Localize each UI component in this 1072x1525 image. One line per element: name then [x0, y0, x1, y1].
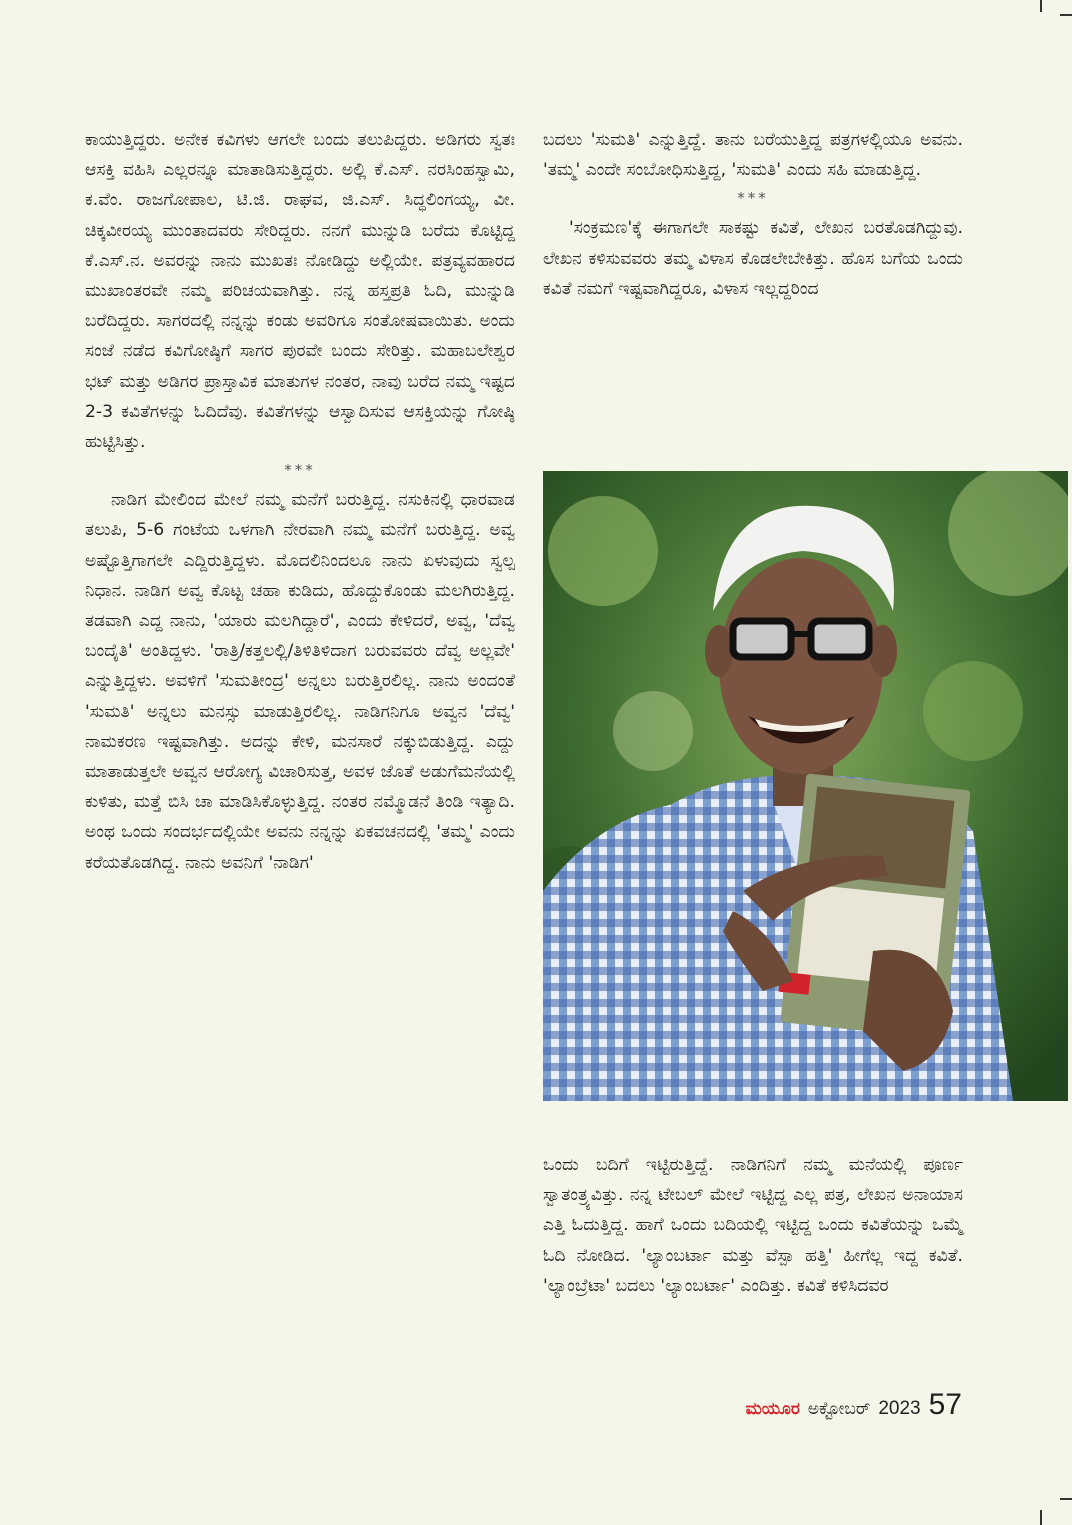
crop-mark-bottom — [1040, 1510, 1042, 1525]
paragraph: ನಾಡಿಗ ಮೇಲಿಂದ ಮೇಲೆ ನಮ್ಮ ಮನೆಗೆ ಬರುತ್ತಿದ್ದ. ನಸುಕಿನಲ್ಲಿ ಧಾರವಾಡ ತಲುಪಿ, 5-6 ಗಂಟೆಯ ಒಳಗಾಗಿ ನೇರವಾಗಿ ನಮ್ಮ ಮನೆಗೆ ಬರುತ್ತಿದ್ದ. ಅವ್ವ ಅಷ್ಟೊತ್ತಿಗಾಗಲೇ ಎದ್ದಿರುತ್ತಿದ್ದಳು. ಮೊದಲಿನಿಂದಲೂ ನಾನು ಏಳುವುದು ಸ್ವಲ್ಪ ನಿಧಾನ. ನಾಡಿಗ ಅವ್ವ ಕೊಟ್ಟ ಚಹಾ ಕುಡಿದು, ಹೊದ್ದುಕೊಂಡು ಮಲಗಿರುತ್ತಿದ್ದ. ತಡವಾಗಿ ಎದ್ದ ನಾನು, 'ಯಾರು ಮಲಗಿದ್ದಾರೆ', ಎಂದು ಕೇಳಿದರೆ, ಅವ್ವ, 'ದೆವ್ವ ಬಂದೈತಿ' ಅಂತಿದ್ದಳು. 'ರಾತ್ರಿ/ಕತ್ತಲಲ್ಲಿ/ತಿಳಿತಿಳಿದಾಗ ಬರುವವರು ದೆವ್ವ ಅಲ್ಲವೇ' ಎನ್ನುತ್ತಿದ್ದಳು. ಅವಳಿಗೆ 'ಸುಮತೀಂದ್ರ' ಅನ್ನಲು ಬರುತ್ತಿರಲಿಲ್ಲ. ನಾನು ಅಂದಂತೆ 'ಸುಮತಿ' ಅನ್ನಲು ಮನಸ್ಸು ಮಾಡುತ್ತಿರಲಿಲ್ಲ. ನಾಡಿಗನಿಗೂ ಅವ್ವನ 'ದೆವ್ವ' ನಾಮಕರಣ ಇಷ್ಟವಾಗಿತ್ತು. ಅದನ್ನು ಕೇಳಿ, ಮನಸಾರೆ ನಕ್ಕುಬಿಡುತ್ತಿದ್ದ. ಎದ್ದು ಮಾತಾಡುತ್ತಲೇ ಅವ್ವನ ಆರೋಗ್ಯ ವಿಚಾರಿಸುತ್ತ, ಅವಳ ಜೊತೆ ಅಡುಗೆಮನೆಯಲ್ಲಿ ಕುಳಿತು, ಮತ್ತೆ ಬಿಸಿ ಚಾ ಮಾಡಿಸಿಕೊಳ್ಳುತ್ತಿದ್ದ. ನಂತರ ನಮ್ಮೊಡನೆ ತಿಂಡಿ ಇತ್ಯಾದಿ. ಅಂಥ ಒಂದು ಸಂದರ್ಭದಲ್ಲಿಯೇ ಅವನು ನನ್ನನ್ನು ಏಕವಚನದಲ್ಲಿ 'ತಮ್ಮ' ಎಂದು ಕರೆಯತೊಡಗಿದ್ದ. ನಾನು ಅವನಿಗೆ 'ನಾಡಿಗ' — [85, 490, 515, 873]
page-number: 57 — [928, 1388, 962, 1421]
paragraph: 'ಸಂಕ್ರಮಣ'ಕ್ಕೆ ಈಗಾಗಲೇ ಸಾಕಷ್ಟು ಕವಿತೆ, ಲೇಖನ ಬರತೊಡಗಿದ್ದುವು. ಲೇಖನ ಕಳಿಸುವವರು ತಮ್ಮ ವಿಳಾಸ ಕೊಡಲೇಬೇಕಿತ್ತು. ಹೊಸ ಬಗೆಯ ಒಂದು ಕವಿತೆ ನಮಗೆ ಇಷ್ಟವಾಗಿದ್ದರೂ, ವಿಳಾಸ ಇಲ್ಲದ್ದರಿಂದ — [543, 218, 963, 299]
author-photo — [543, 471, 1068, 1101]
page-footer — [712, 1388, 962, 1428]
issue-year: 2023 — [878, 1398, 921, 1419]
paragraph: ಕಾಯುತ್ತಿದ್ದರು. ಅನೇಕ ಕವಿಗಳು ಆಗಲೇ ಬಂದು ತಲುಪಿದ್ದರು. ಅಡಿಗರು ಸ್ವತಃ ಆಸಕ್ತಿ ವಹಿಸಿ ಎಲ್ಲರನ್ನೂ ಮಾತಾಡಿಸುತ್ತಿದ್ದರು. ಅಲ್ಲಿ ಕೆ.ಎಸ್. ನರಸಿಂಹಸ್ವಾಮಿ, ಕ.ವೆಂ. ರಾಜಗೋಪಾಲ, ಟಿ.ಜಿ. ರಾಘವ, ಜಿ.ಎಸ್. ಸಿದ್ಧಲಿಂಗಯ್ಯ, ವೀ. ಚಿಕ್ಕವೀರಯ್ಯ ಮುಂತಾದವರು ಸೇರಿದ್ದರು. ನನಗೆ ಮುನ್ನುಡಿ ಬರೆದು ಕೊಟ್ಟಿದ್ದ ಕೆ.ಎಸ್.ನ. ಅವರನ್ನು ನಾನು ಮುಖತಃ ನೋಡಿದ್ದು ಅಲ್ಲಿಯೇ. ಪತ್ರವ್ಯವಹಾರದ ಮುಖಾಂತರವೇ ನಮ್ಮ ಪರಿಚಯವಾಗಿತ್ತು. ನನ್ನ ಹಸ್ತಪ್ರತಿ ಓದಿ, ಮುನ್ನುಡಿ ಬರೆದಿದ್ದರು. ಸಾಗರದಲ್ಲಿ ನನ್ನನ್ನು ಕಂಡು ಅವರಿಗೂ ಸಂತೋಷವಾಯಿತು. ಅಂದು ಸಂಜೆ ನಡೆದ ಕವಿಗೋಷ್ಠಿಗೆ ಸಾಗರ ಪುರವೇ ಬಂದು ಸೇರಿತ್ತು. ಮಹಾಬಲೇಶ್ವರ ಭಟ್ ಮತ್ತು ಅಡಿಗರ ಪ್ರಾಸ್ತಾವಿಕ ಮಾತುಗಳ ನಂತರ, ನಾವು ಬರೆದ ನಮ್ಮ ಇಷ್ಟದ 2-3 ಕವಿತೆಗಳನ್ನು ಓದಿದೆವು. ಕವಿತೆಗಳನ್ನು ಆಸ್ವಾದಿಸುವ ಆಸಕ್ತಿಯನ್ನು ಗೋಷ್ಠಿ ಹುಟ್ಟಿಸಿತ್ತು. — [85, 130, 515, 453]
left-column — [85, 125, 515, 878]
magazine-logo: ಮಯೂರ — [745, 1399, 800, 1419]
crop-mark-right-top — [1060, 14, 1072, 16]
issue-month: ಅಕ್ಟೋಬರ್ — [807, 1399, 871, 1419]
paragraph: ಒಂದು ಬದಿಗೆ ಇಟ್ಟಿರುತ್ತಿದ್ದೆ. ನಾಡಿಗನಿಗೆ ನಮ್ಮ ಮನೆಯಲ್ಲಿ ಪೂರ್ಣ ಸ್ವಾತಂತ್ರ್ಯವಿತ್ತು. ನನ್ನ ಟೇಬಲ್ ಮೇಲೆ ಇಟ್ಟಿದ್ದ ಎಲ್ಲ ಪತ್ರ, ಲೇಖನ ಅನಾಯಾಸ ಎತ್ತಿ ಓದುತ್ತಿದ್ದ. ಹಾಗೆ ಒಂದು ಬದಿಯಲ್ಲಿ ಇಟ್ಟಿದ್ದ ಒಂದು ಕವಿತೆಯನ್ನು ಒಮ್ಮೆ ಓದಿ ನೋಡಿದ. 'ಲ್ಯಾಂಬರ್ಟಾ ಮತ್ತು ವೆಸ್ಪಾ ಹತ್ತಿ' ಹೀಗೆಲ್ಲ ಇದ್ದ ಕವಿತೆ. 'ಲ್ಯಾಂಬ್ರೆಟಾ' ಬದಲು 'ಲ್ಯಾಂಬರ್ಟಾ' ಎಂದಿತ್ತು. ಕವಿತೆ ಕಳಿಸಿದವರ — [543, 1155, 963, 1296]
crop-mark-top — [1040, 0, 1042, 12]
right-column-top — [543, 125, 963, 304]
paragraph: ಬದಲು 'ಸುಮತಿ' ಎನ್ನುತ್ತಿದ್ದೆ. ತಾನು ಬರೆಯುತ್ತಿದ್ದ ಪತ್ರಗಳಲ್ಲಿಯೂ ಅವನು. 'ತಮ್ಮ' ಎಂದೇ ಸಂಬೋಧಿಸುತ್ತಿದ್ದ, 'ಸುಮತಿ' ಎಂದು ಸಹಿ ಮಾಡುತ್ತಿದ್ದ. — [543, 130, 963, 181]
crop-mark-right-bottom — [1060, 1498, 1072, 1500]
section-separator: *** — [737, 189, 769, 208]
section-separator: *** — [284, 461, 316, 480]
right-column-bottom — [543, 1150, 963, 1301]
